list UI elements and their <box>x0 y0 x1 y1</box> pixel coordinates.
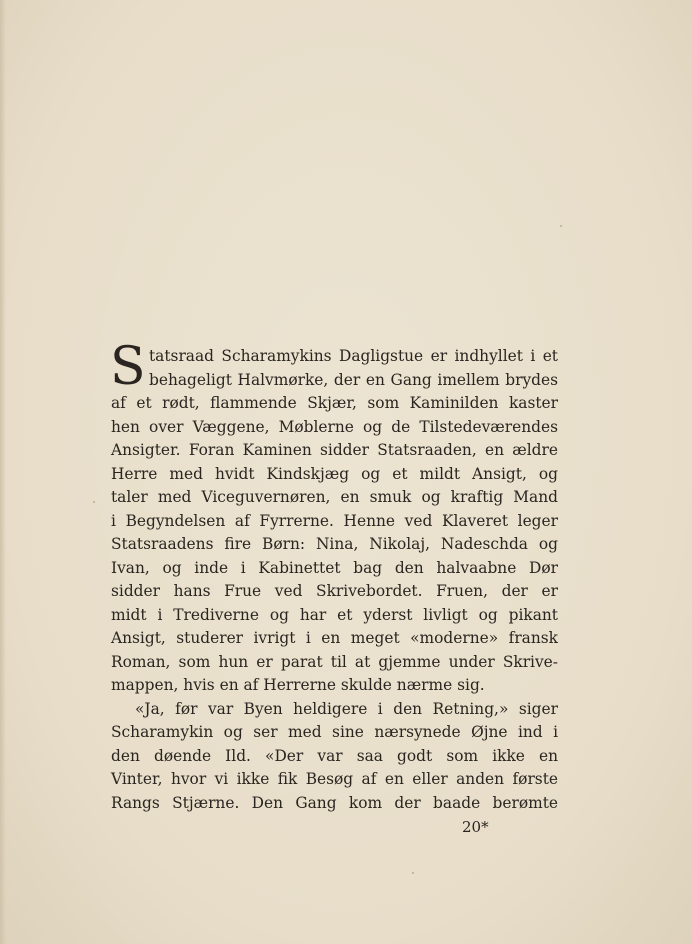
text-line: Vinter, hvor vi ikke fik Besøg af en eller anden første <box>111 770 558 788</box>
page-edge-shadow <box>0 0 6 944</box>
body-text <box>111 345 558 815</box>
text-line: behageligt Halvmørke, der en Gang imellem brydes <box>149 370 558 389</box>
text-line: mappen, hvis en af Herrerne skulde nærme sig. <box>111 676 485 694</box>
text-line: af et rødt, flammende Skjær, som Kaminilden kaster <box>111 394 558 412</box>
text-line: Scharamykin og ser med sine nærsynede Øjne ind i <box>111 723 558 741</box>
paper-speck <box>412 872 414 874</box>
text-line: Herre med hvidt Kindskjæg og et mildt Ansigt, og <box>111 464 558 483</box>
text-line: Ivan, og inde i Kabinettet bag den halvaabne Dør <box>111 558 558 577</box>
text-line: Roman, som hun er parat til at gjemme under Skrive- <box>111 652 558 671</box>
paper-speck <box>560 225 562 227</box>
text-line: hen over Væggene, Møblerne og de Tilstedeværendes <box>111 417 558 436</box>
text-line: «Ja, før var Byen heldigere i den Retning,» siger <box>135 699 558 718</box>
text-line: i Begyndelsen af Fyrrerne. Henne ved Klaveret leger <box>111 511 558 530</box>
paper-speck <box>93 501 95 503</box>
text-line: Ansigter. Foran Kaminen sidder Statsraaden, en ældre <box>111 441 558 459</box>
text-line: sidder hans Frue ved Skrivebordet. Fruen, der er <box>111 582 558 600</box>
text-line: Statsraadens fire Børn: Nina, Nikolaj, Nadeschda og <box>111 535 558 553</box>
text-line: taler med Viceguvernøren, en smuk og kraftig Mand <box>111 488 558 506</box>
text-line: Ansigt, studerer ivrigt i en meget «moderne» fransk <box>111 629 558 647</box>
page-number: 20* <box>462 818 489 836</box>
text-line: tatsraad Scharamykins Dagligstue er indhyllet i et <box>149 347 558 365</box>
drop-cap: S <box>110 337 146 397</box>
text-line: den døende Ild. «Der var saa godt som ikke en <box>111 746 558 765</box>
text-line: midt i Trediverne og har et yderst livligt og pikant <box>111 605 558 624</box>
text-line: Rangs Stjærne. Den Gang kom der baade berømte <box>111 793 558 812</box>
